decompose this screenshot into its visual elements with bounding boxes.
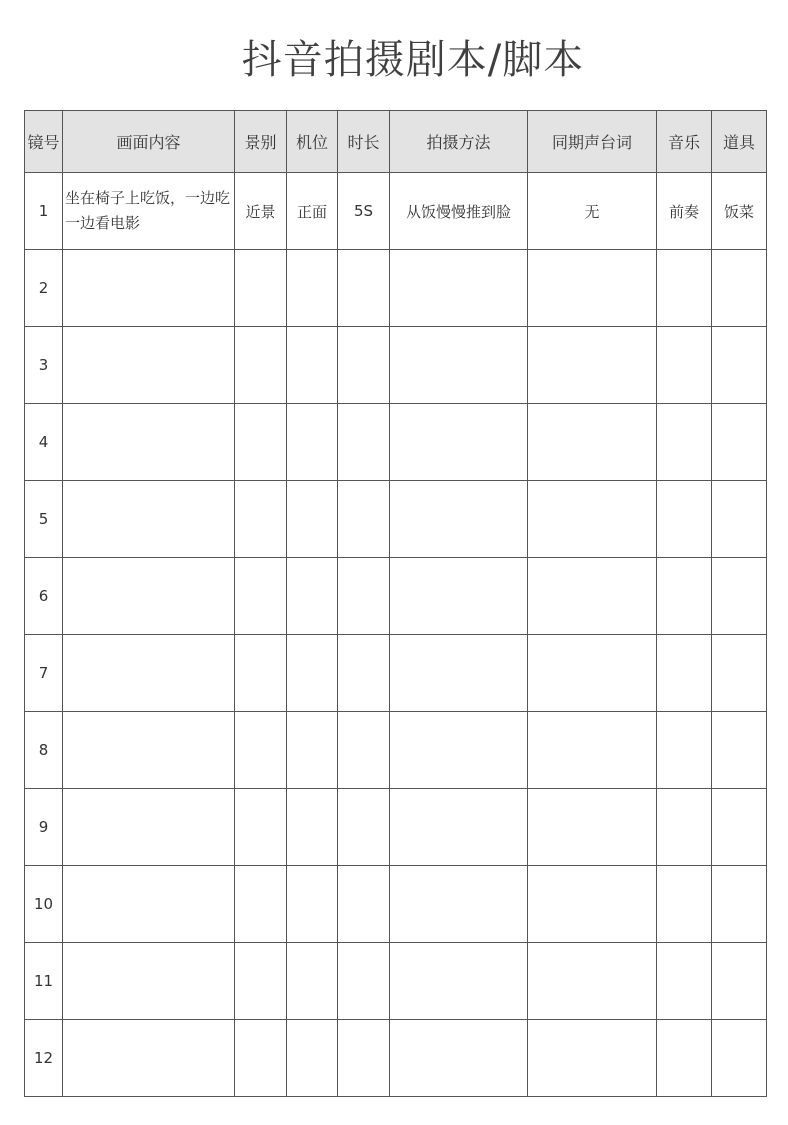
cell-music[interactable]: [657, 635, 712, 712]
cell-content[interactable]: [63, 404, 235, 481]
cell-shot-no[interactable]: 7: [25, 635, 63, 712]
cell-music[interactable]: [657, 327, 712, 404]
cell-props[interactable]: [712, 481, 767, 558]
cell-dialogue[interactable]: [528, 712, 657, 789]
cell-shot-size[interactable]: [235, 481, 287, 558]
cell-content[interactable]: [63, 635, 235, 712]
cell-music[interactable]: [657, 404, 712, 481]
cell-shot-size[interactable]: 近景: [235, 173, 287, 250]
cell-shot-size[interactable]: [235, 943, 287, 1020]
cell-props[interactable]: [712, 943, 767, 1020]
cell-shot-size[interactable]: [235, 404, 287, 481]
cell-dialogue[interactable]: [528, 635, 657, 712]
cell-duration[interactable]: [338, 943, 390, 1020]
cell-content[interactable]: [63, 866, 235, 943]
cell-duration[interactable]: [338, 866, 390, 943]
cell-shot-size[interactable]: [235, 866, 287, 943]
cell-music[interactable]: [657, 558, 712, 635]
cell-duration[interactable]: [338, 789, 390, 866]
cell-duration[interactable]: [338, 635, 390, 712]
cell-camera-position[interactable]: [287, 1020, 338, 1097]
cell-shot-no[interactable]: 8: [25, 712, 63, 789]
table-row: [25, 635, 767, 712]
cell-shooting-method[interactable]: [390, 1020, 528, 1097]
table-row: [25, 558, 767, 635]
cell-duration[interactable]: 5S: [338, 173, 390, 250]
cell-props[interactable]: [712, 404, 767, 481]
table-row: [25, 943, 767, 1020]
cell-content[interactable]: [63, 789, 235, 866]
cell-camera-position[interactable]: [287, 250, 338, 327]
cell-content[interactable]: [63, 558, 235, 635]
cell-dialogue[interactable]: [528, 943, 657, 1020]
cell-camera-position[interactable]: [287, 481, 338, 558]
cell-music[interactable]: [657, 712, 712, 789]
cell-shooting-method[interactable]: [390, 404, 528, 481]
table-row: [25, 250, 767, 327]
cell-shooting-method[interactable]: [390, 558, 528, 635]
cell-music[interactable]: [657, 866, 712, 943]
cell-duration[interactable]: [338, 250, 390, 327]
cell-shooting-method[interactable]: [390, 789, 528, 866]
cell-dialogue[interactable]: [528, 866, 657, 943]
cell-shooting-method[interactable]: [390, 250, 528, 327]
cell-shot-no[interactable]: 4: [25, 404, 63, 481]
cell-shooting-method[interactable]: 从饭慢慢推到脸: [390, 173, 528, 250]
header-props: 道具: [712, 111, 767, 173]
table-row: [25, 789, 767, 866]
cell-props[interactable]: [712, 866, 767, 943]
cell-shot-size[interactable]: [235, 789, 287, 866]
table-body: [25, 173, 767, 1097]
cell-duration[interactable]: [338, 327, 390, 404]
cell-props[interactable]: [712, 250, 767, 327]
script-table: [24, 110, 767, 1097]
cell-shot-size[interactable]: [235, 1020, 287, 1097]
cell-shot-no[interactable]: 6: [25, 558, 63, 635]
cell-shot-size[interactable]: [235, 635, 287, 712]
cell-content[interactable]: [63, 327, 235, 404]
cell-content[interactable]: [63, 712, 235, 789]
header-dialogue: 同期声台词: [528, 111, 657, 173]
cell-duration[interactable]: [338, 1020, 390, 1097]
cell-camera-position[interactable]: [287, 943, 338, 1020]
cell-props[interactable]: [712, 327, 767, 404]
cell-shot-no[interactable]: 2: [25, 250, 63, 327]
header-content: 画面内容: [63, 111, 235, 173]
cell-shot-no[interactable]: 9: [25, 789, 63, 866]
cell-content[interactable]: [63, 943, 235, 1020]
page-title: 抖音拍摄剧本/脚本: [241, 37, 585, 83]
cell-content[interactable]: [63, 250, 235, 327]
cell-props[interactable]: [712, 1020, 767, 1097]
header-music: 音乐: [657, 111, 712, 173]
cell-dialogue[interactable]: [528, 481, 657, 558]
cell-shooting-method[interactable]: [390, 943, 528, 1020]
cell-duration[interactable]: [338, 404, 390, 481]
cell-camera-position[interactable]: [287, 712, 338, 789]
cell-camera-position[interactable]: [287, 558, 338, 635]
cell-dialogue[interactable]: [528, 1020, 657, 1097]
cell-content[interactable]: [63, 1020, 235, 1097]
cell-shot-no[interactable]: 3: [25, 327, 63, 404]
cell-duration[interactable]: [338, 712, 390, 789]
cell-shooting-method[interactable]: [390, 481, 528, 558]
cell-dialogue[interactable]: 无: [528, 173, 657, 250]
cell-music[interactable]: [657, 1020, 712, 1097]
header-shot-size: 景别: [235, 111, 287, 173]
cell-shot-no[interactable]: 10: [25, 866, 63, 943]
cell-content[interactable]: 坐在椅子上吃饭，一边吃一边看电影: [63, 173, 235, 250]
cell-music[interactable]: [657, 481, 712, 558]
cell-camera-position[interactable]: 正面: [287, 173, 338, 250]
table-row: [25, 404, 767, 481]
cell-props[interactable]: 饭菜: [712, 173, 767, 250]
header-duration: 时长: [338, 111, 390, 173]
cell-music[interactable]: [657, 943, 712, 1020]
table-row: [25, 481, 767, 558]
cell-camera-position[interactable]: [287, 404, 338, 481]
cell-shot-size[interactable]: [235, 558, 287, 635]
cell-shot-size[interactable]: [235, 327, 287, 404]
cell-shooting-method[interactable]: [390, 635, 528, 712]
cell-camera-position[interactable]: [287, 327, 338, 404]
cell-shooting-method[interactable]: [390, 712, 528, 789]
cell-dialogue[interactable]: [528, 327, 657, 404]
cell-dialogue[interactable]: [528, 558, 657, 635]
cell-shooting-method[interactable]: [390, 866, 528, 943]
header-row: [25, 111, 767, 173]
cell-shot-no[interactable]: 12: [25, 1020, 63, 1097]
cell-music[interactable]: [657, 789, 712, 866]
cell-shot-size[interactable]: [235, 250, 287, 327]
cell-props[interactable]: [712, 789, 767, 866]
header-shot-no: 镜号: [25, 111, 63, 173]
cell-content[interactable]: [63, 481, 235, 558]
cell-shot-size[interactable]: [235, 712, 287, 789]
cell-props[interactable]: [712, 635, 767, 712]
cell-music[interactable]: [657, 250, 712, 327]
cell-shooting-method[interactable]: [390, 327, 528, 404]
cell-shot-no[interactable]: 5: [25, 481, 63, 558]
table-row: [25, 1020, 767, 1097]
cell-props[interactable]: [712, 558, 767, 635]
cell-dialogue[interactable]: [528, 404, 657, 481]
table-row: [25, 712, 767, 789]
cell-duration[interactable]: [338, 558, 390, 635]
cell-music[interactable]: 前奏: [657, 173, 712, 250]
cell-camera-position[interactable]: [287, 866, 338, 943]
table-row: [25, 173, 767, 250]
header-camera-position: 机位: [287, 111, 338, 173]
cell-camera-position[interactable]: [287, 635, 338, 712]
cell-props[interactable]: [712, 712, 767, 789]
header-shooting-method: 拍摄方法: [390, 111, 528, 173]
table-row: [25, 866, 767, 943]
cell-shot-no[interactable]: 1: [25, 173, 63, 250]
cell-dialogue[interactable]: [528, 250, 657, 327]
cell-camera-position[interactable]: [287, 789, 338, 866]
table-row: [25, 327, 767, 404]
cell-shot-no[interactable]: 11: [25, 943, 63, 1020]
cell-duration[interactable]: [338, 481, 390, 558]
cell-dialogue[interactable]: [528, 789, 657, 866]
